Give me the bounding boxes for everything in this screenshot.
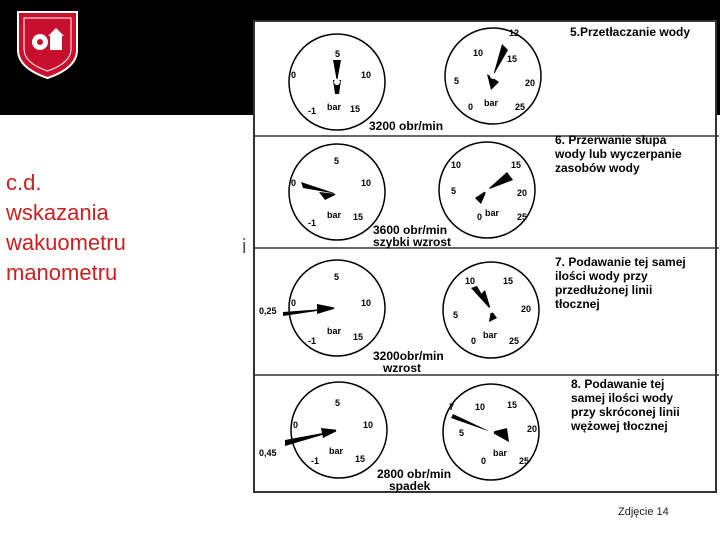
rpm-note: szybki wzrost: [373, 235, 452, 249]
sidebar-title: [6, 168, 206, 288]
tick-label: 10: [363, 420, 374, 430]
tick-label: 5: [451, 186, 457, 196]
tick-label: 0: [471, 336, 477, 346]
tick-label: 0: [293, 420, 299, 430]
fire-brigade-logo: [10, 6, 85, 81]
sidebar-line: wskazania: [6, 200, 109, 225]
reading-caption: samej ilości wody: [571, 391, 674, 405]
vacuum-gauge-row2: [289, 144, 385, 240]
unit-label: bar: [327, 326, 342, 336]
sidebar-line: manometru: [6, 260, 118, 285]
extra-mark: 7: [449, 402, 455, 412]
tick-label: -1: [311, 456, 320, 466]
gauge-diagram: [255, 22, 719, 495]
tick-label: -1: [308, 218, 317, 228]
tick-label: 5: [454, 76, 460, 86]
reading-caption: tłocznej: [555, 297, 600, 311]
tick-label: 0: [291, 70, 297, 80]
slide-caption: Zdjęcie 14: [618, 506, 669, 518]
unit-label: bar: [327, 102, 342, 112]
reading-caption: zasobów wody: [555, 161, 640, 175]
tick-label: 15: [350, 104, 361, 114]
side-value: 0,45: [259, 448, 277, 458]
unit-label: bar: [327, 210, 342, 220]
unit-label: bar: [484, 98, 499, 108]
rpm-label: 3200 obr/min: [369, 119, 444, 133]
tick-label: 20: [521, 304, 532, 314]
tick-label: 10: [451, 160, 462, 170]
tick-label: 5: [459, 428, 465, 438]
tick-label: 20: [517, 188, 528, 198]
unit-label: bar: [483, 330, 498, 340]
tick-label: 12: [509, 28, 520, 38]
tick-label: 10: [475, 402, 486, 412]
tick-label: 5: [335, 49, 341, 59]
vacuum-gauge-row1: [289, 34, 385, 130]
tick-label: 15: [511, 160, 522, 170]
reading-caption: 8. Podawanie tej: [571, 377, 665, 391]
unit-label: bar: [485, 208, 500, 218]
reading-caption: ilości wody przy: [555, 269, 648, 283]
reading-caption: wężowej tłocznej: [571, 419, 668, 433]
rpm-label: 2800 obr/min: [377, 467, 452, 481]
gauge-readings-figure: [253, 20, 717, 493]
tick-label: 20: [527, 424, 538, 434]
tick-label: 0: [481, 456, 487, 466]
vacuum-gauge-row3: [259, 260, 385, 356]
tick-label: 10: [361, 70, 372, 80]
tick-label: 5: [334, 272, 340, 282]
tick-label: 15: [355, 454, 366, 464]
tick-label: 15: [507, 400, 518, 410]
unit-label: bar: [329, 446, 344, 456]
pressure-gauge-row4: [443, 384, 539, 480]
pressure-gauge-row1: [445, 28, 541, 124]
unit-label: bar: [493, 448, 508, 458]
rpm-note: wzrost: [383, 361, 422, 375]
rpm-label: 3200obr/min: [373, 349, 444, 363]
reading-caption: wody lub wyczerpanie: [555, 147, 682, 161]
sidebar-line: c.d.: [6, 170, 42, 195]
tick-label: 5: [453, 310, 459, 320]
tick-label: 15: [353, 332, 364, 342]
reading-caption: przedłużonej linii: [555, 283, 653, 297]
tick-label: 10: [465, 276, 476, 286]
tick-label: 0: [291, 178, 297, 188]
tick-label: 10: [361, 178, 372, 188]
reading-caption: 7. Podawanie tej samej: [555, 255, 686, 269]
tick-label: 25: [509, 336, 520, 346]
tick-label: 0: [291, 298, 297, 308]
tick-label: 15: [507, 54, 518, 64]
tick-label: 25: [517, 212, 528, 222]
rpm-note: spadek: [389, 479, 431, 493]
tick-label: 5: [334, 156, 340, 166]
tick-label: -1: [308, 336, 317, 346]
tick-label: -1: [308, 106, 317, 116]
tick-label: 0: [468, 102, 474, 112]
sidebar-line: wakuometru: [6, 230, 126, 255]
rpm-label: 3600 obr/min: [373, 223, 448, 237]
stray-character: i: [242, 236, 247, 258]
tick-label: 20: [525, 78, 536, 88]
reading-caption: 6. Przerwanie słupa: [555, 133, 667, 147]
reading-caption: 5.Przetłaczanie wody: [570, 25, 691, 39]
reading-caption: przy skróconej linii: [571, 405, 680, 419]
pressure-gauge-row2: [439, 142, 535, 238]
vacuum-gauge-row4: [259, 382, 387, 478]
pressure-gauge-row3: [443, 262, 539, 358]
tick-label: 5: [335, 398, 341, 408]
tick-label: 10: [361, 298, 372, 308]
tick-label: 25: [519, 456, 530, 466]
tick-label: 15: [353, 212, 364, 222]
tick-label: 25: [515, 102, 526, 112]
tick-label: 10: [473, 48, 484, 58]
tick-label: 0: [477, 212, 483, 222]
tick-label: 15: [503, 276, 514, 286]
side-value: 0,25: [259, 306, 277, 316]
